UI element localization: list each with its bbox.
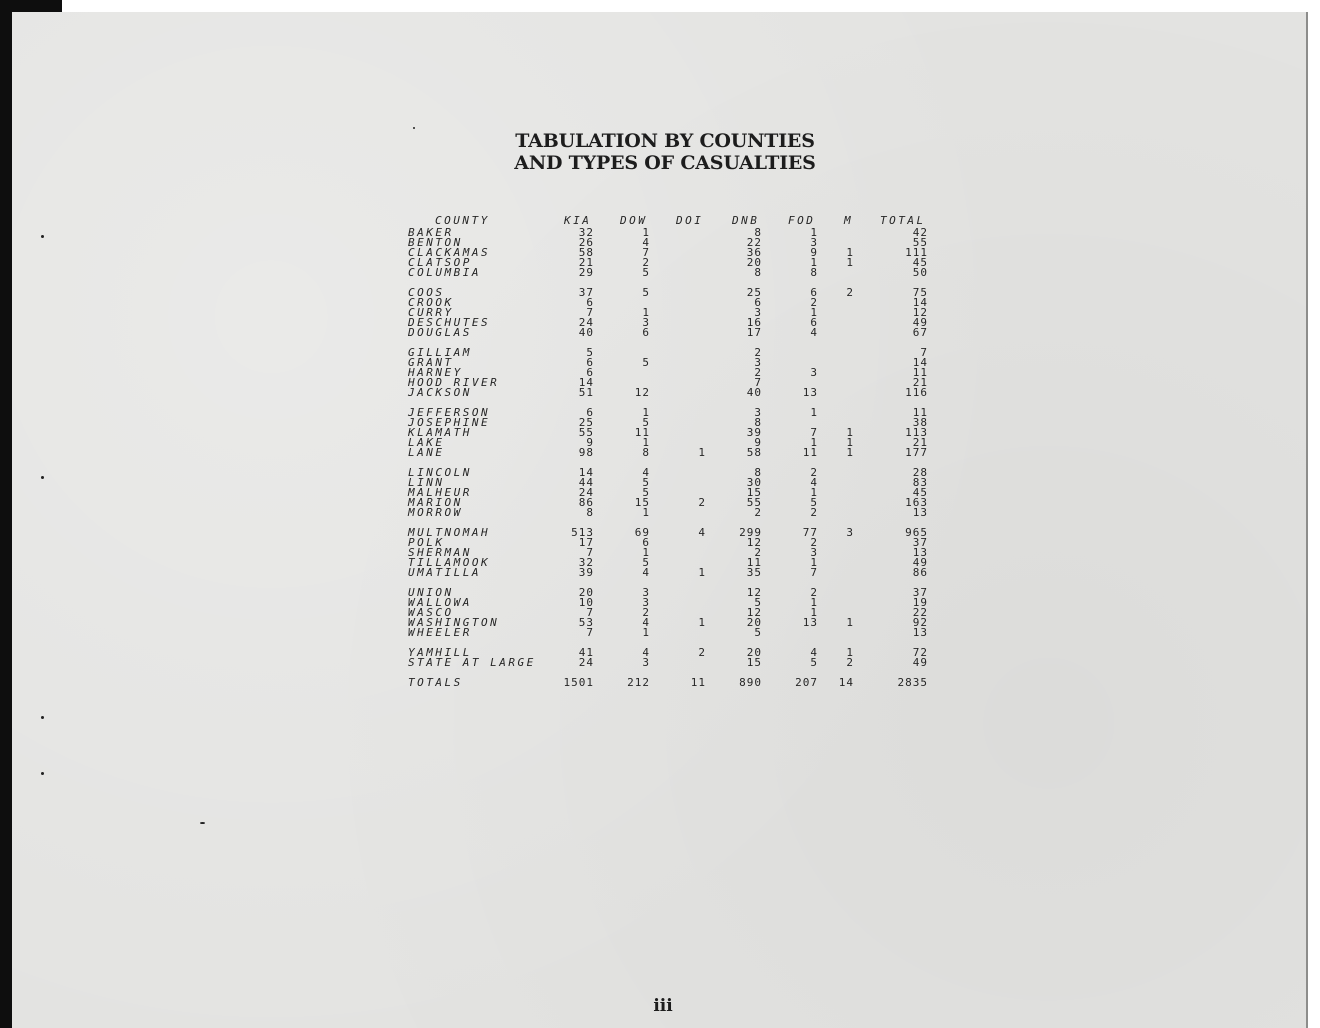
cell-dnb: 16 <box>746 316 762 329</box>
cell-total: 14 <box>912 356 928 369</box>
cell-dnb: 9 <box>754 436 762 449</box>
cell-total: 19 <box>912 596 928 609</box>
cell-total: 38 <box>912 416 928 429</box>
cell-total: 177 <box>905 446 928 459</box>
title-line-1: TABULATION BY COUNTIES <box>515 130 815 152</box>
cell-dow: 3 <box>642 586 650 599</box>
county-name: DESCHUTES <box>408 316 491 329</box>
cell-fod: 2 <box>810 296 818 309</box>
cell-fod: 2 <box>810 466 818 479</box>
cell-dnb: 55 <box>746 496 762 509</box>
cell-dow: 1 <box>642 406 650 419</box>
cell-m: 1 <box>846 426 854 439</box>
group-spacer <box>404 638 944 648</box>
county-name: HOOD RIVER <box>408 376 500 389</box>
cell-dnb: 20 <box>746 616 762 629</box>
cell-dnb: 15 <box>746 656 762 669</box>
table-row <box>404 268 944 278</box>
table-row <box>404 618 944 628</box>
cell-m: 2 <box>846 656 854 669</box>
scan-speck <box>413 127 415 129</box>
cell-kia: 7 <box>586 306 594 319</box>
county-name: MARION <box>408 496 463 509</box>
cell-dnb: 15 <box>746 486 762 499</box>
county-name: LINN <box>408 476 445 489</box>
cell-fod: 3 <box>810 546 818 559</box>
cell-total: 50 <box>912 266 928 279</box>
cell-total: 37 <box>912 586 928 599</box>
cell-kia: 55 <box>578 426 594 439</box>
cell-total: 75 <box>912 286 928 299</box>
scan-speck <box>41 772 44 775</box>
cell-total: 13 <box>912 546 928 559</box>
county-name: COLUMBIA <box>408 266 481 279</box>
cell-dnb: 6 <box>754 296 762 309</box>
cell-dow: 12 <box>634 386 650 399</box>
title-line-2: AND TYPES OF CASUALTIES <box>514 152 816 174</box>
header-dow: DOW <box>620 214 648 227</box>
cell-kia: 513 <box>571 526 594 539</box>
table-row <box>404 418 944 428</box>
table-row <box>404 288 944 298</box>
totals-dow: 212 <box>627 676 650 689</box>
cell-kia: 41 <box>578 646 594 659</box>
cell-total: 7 <box>920 346 928 359</box>
table-row <box>404 428 944 438</box>
county-name: YAMHILL <box>408 646 472 659</box>
cell-fod: 1 <box>810 226 818 239</box>
cell-dnb: 2 <box>754 366 762 379</box>
cell-kia: 6 <box>586 356 594 369</box>
cell-fod: 5 <box>810 656 818 669</box>
table-row <box>404 508 944 518</box>
totals-doi: 11 <box>690 676 706 689</box>
table-row <box>404 588 944 598</box>
cell-fod: 9 <box>810 246 818 259</box>
cell-fod: 1 <box>810 306 818 319</box>
cell-kia: 5 <box>586 346 594 359</box>
cell-total: 49 <box>912 556 928 569</box>
cell-kia: 6 <box>586 366 594 379</box>
table-row <box>404 478 944 488</box>
county-name: WASCO <box>408 606 454 619</box>
cell-dow: 6 <box>642 326 650 339</box>
header-fod: FOD <box>788 214 816 227</box>
cell-kia: 20 <box>578 586 594 599</box>
cell-dnb: 12 <box>746 606 762 619</box>
cell-kia: 37 <box>578 286 594 299</box>
header-doi: DOI <box>676 214 704 227</box>
cell-dnb: 39 <box>746 426 762 439</box>
cell-doi: 1 <box>698 616 706 629</box>
document-title <box>420 130 910 174</box>
cell-fod: 1 <box>810 486 818 499</box>
cell-m: 1 <box>846 646 854 659</box>
cell-fod: 8 <box>810 266 818 279</box>
table-row <box>404 318 944 328</box>
cell-total: 72 <box>912 646 928 659</box>
cell-fod: 13 <box>802 386 818 399</box>
cell-total: 49 <box>912 656 928 669</box>
county-name: MORROW <box>408 506 463 519</box>
cell-dow: 2 <box>642 606 650 619</box>
table-row <box>404 498 944 508</box>
table-row <box>404 628 944 638</box>
county-name: MALHEUR <box>408 486 472 499</box>
scan-speck <box>41 235 44 238</box>
cell-dnb: 2 <box>754 506 762 519</box>
county-name: CURRY <box>408 306 454 319</box>
cell-kia: 39 <box>578 566 594 579</box>
totals-dnb: 890 <box>739 676 762 689</box>
header-m: M <box>844 214 854 227</box>
cell-dnb: 3 <box>754 406 762 419</box>
cell-fod: 1 <box>810 256 818 269</box>
header-dnb: DNB <box>732 214 760 227</box>
cell-dow: 6 <box>642 536 650 549</box>
cell-m: 1 <box>846 256 854 269</box>
cell-fod: 4 <box>810 646 818 659</box>
cell-dnb: 22 <box>746 236 762 249</box>
table-row <box>404 558 944 568</box>
totals-row <box>404 678 944 688</box>
table-row <box>404 348 944 358</box>
table-row <box>404 228 944 238</box>
cell-total: 28 <box>912 466 928 479</box>
cell-dow: 1 <box>642 306 650 319</box>
cell-total: 22 <box>912 606 928 619</box>
county-name: GRANT <box>408 356 454 369</box>
cell-fod: 1 <box>810 606 818 619</box>
group-spacer <box>404 578 944 588</box>
cell-total: 11 <box>912 406 928 419</box>
county-name: TILLAMOOK <box>408 556 491 569</box>
county-name: BENTON <box>408 236 463 249</box>
cell-total: 113 <box>905 426 928 439</box>
cell-kia: 98 <box>578 446 594 459</box>
county-name: CLATSOP <box>408 256 472 269</box>
cell-dnb: 5 <box>754 596 762 609</box>
cell-total: 12 <box>912 306 928 319</box>
cell-kia: 24 <box>578 486 594 499</box>
cell-kia: 10 <box>578 596 594 609</box>
cell-total: 45 <box>912 486 928 499</box>
county-name: POLK <box>408 536 445 549</box>
header-total: TOTAL <box>880 214 926 227</box>
cell-kia: 24 <box>578 656 594 669</box>
table-header-row <box>404 214 944 228</box>
cell-fod: 77 <box>802 526 818 539</box>
page-right-edge <box>1306 12 1308 1028</box>
cell-dnb: 58 <box>746 446 762 459</box>
cell-total: 21 <box>912 376 928 389</box>
totals-m: 14 <box>838 676 854 689</box>
cell-total: 14 <box>912 296 928 309</box>
cell-m: 1 <box>846 246 854 259</box>
cell-kia: 25 <box>578 416 594 429</box>
cell-dnb: 8 <box>754 416 762 429</box>
cell-total: 163 <box>905 496 928 509</box>
cell-kia: 14 <box>578 466 594 479</box>
cell-dow: 1 <box>642 436 650 449</box>
cell-dnb: 17 <box>746 326 762 339</box>
cell-total: 83 <box>912 476 928 489</box>
cell-dnb: 3 <box>754 306 762 319</box>
cell-dnb: 12 <box>746 536 762 549</box>
cell-dnb: 11 <box>746 556 762 569</box>
table-row <box>404 598 944 608</box>
cell-dow: 2 <box>642 256 650 269</box>
table-row <box>404 388 944 398</box>
cell-dow: 3 <box>642 316 650 329</box>
table-row <box>404 438 944 448</box>
cell-kia: 44 <box>578 476 594 489</box>
cell-dow: 1 <box>642 226 650 239</box>
county-name: WHEELER <box>408 626 472 639</box>
cell-dow: 5 <box>642 486 650 499</box>
cell-dow: 5 <box>642 416 650 429</box>
header-kia: KIA <box>564 214 592 227</box>
cell-dnb: 25 <box>746 286 762 299</box>
totals-fod: 207 <box>795 676 818 689</box>
cell-total: 55 <box>912 236 928 249</box>
cell-dow: 1 <box>642 506 650 519</box>
table-row <box>404 248 944 258</box>
county-name: UNION <box>408 586 454 599</box>
casualty-table <box>404 214 944 688</box>
cell-kia: 6 <box>586 406 594 419</box>
table-row <box>404 658 944 668</box>
cell-kia: 6 <box>586 296 594 309</box>
cell-fod: 13 <box>802 616 818 629</box>
scan-speck <box>41 716 44 719</box>
county-name: STATE AT LARGE <box>408 656 536 669</box>
cell-kia: 32 <box>578 556 594 569</box>
cell-doi: 4 <box>698 526 706 539</box>
cell-kia: 8 <box>586 506 594 519</box>
cell-fod: 4 <box>810 326 818 339</box>
cell-fod: 2 <box>810 586 818 599</box>
cell-total: 92 <box>912 616 928 629</box>
cell-dnb: 36 <box>746 246 762 259</box>
cell-dow: 4 <box>642 236 650 249</box>
cell-doi: 2 <box>698 496 706 509</box>
county-name: WASHINGTON <box>408 616 500 629</box>
cell-dnb: 35 <box>746 566 762 579</box>
cell-kia: 7 <box>586 606 594 619</box>
cell-kia: 26 <box>578 236 594 249</box>
cell-kia: 17 <box>578 536 594 549</box>
cell-dow: 3 <box>642 596 650 609</box>
cell-fod: 1 <box>810 556 818 569</box>
page-number: iii <box>653 996 673 1016</box>
cell-dnb: 20 <box>746 646 762 659</box>
cell-total: 111 <box>905 246 928 259</box>
totals-total: 2835 <box>897 676 928 689</box>
cell-kia: 21 <box>578 256 594 269</box>
cell-fod: 7 <box>810 566 818 579</box>
cell-kia: 9 <box>586 436 594 449</box>
county-name: CROOK <box>408 296 454 309</box>
cell-fod: 4 <box>810 476 818 489</box>
cell-dow: 1 <box>642 546 650 559</box>
cell-fod: 6 <box>810 316 818 329</box>
county-name: LAKE <box>408 436 445 449</box>
table-row <box>404 448 944 458</box>
group-spacer <box>404 458 944 468</box>
cell-dow: 5 <box>642 286 650 299</box>
county-name: BAKER <box>408 226 454 239</box>
cell-dnb: 2 <box>754 346 762 359</box>
cell-dnb: 40 <box>746 386 762 399</box>
cell-kia: 29 <box>578 266 594 279</box>
totals-label: TOTALS <box>408 676 463 689</box>
cell-total: 49 <box>912 316 928 329</box>
group-spacer <box>404 338 944 348</box>
cell-kia: 58 <box>578 246 594 259</box>
table-row <box>404 468 944 478</box>
cell-kia: 86 <box>578 496 594 509</box>
cell-dnb: 2 <box>754 546 762 559</box>
cell-fod: 6 <box>810 286 818 299</box>
cell-total: 13 <box>912 506 928 519</box>
county-name: LANE <box>408 446 445 459</box>
cell-total: 37 <box>912 536 928 549</box>
cell-dow: 69 <box>634 526 650 539</box>
cell-kia: 24 <box>578 316 594 329</box>
cell-dnb: 8 <box>754 226 762 239</box>
cell-fod: 3 <box>810 236 818 249</box>
cell-total: 13 <box>912 626 928 639</box>
cell-doi: 1 <box>698 446 706 459</box>
cell-dow: 7 <box>642 246 650 259</box>
county-name: SHERMAN <box>408 546 472 559</box>
cell-m: 1 <box>846 436 854 449</box>
county-name: KLAMATH <box>408 426 472 439</box>
cell-dow: 8 <box>642 446 650 459</box>
table-row <box>404 528 944 538</box>
cell-dow: 5 <box>642 476 650 489</box>
cell-dnb: 30 <box>746 476 762 489</box>
group-spacer <box>404 278 944 288</box>
county-name: GILLIAM <box>408 346 472 359</box>
county-name: COOS <box>408 286 445 299</box>
cell-dow: 4 <box>642 616 650 629</box>
table-row <box>404 378 944 388</box>
county-name: JOSEPHINE <box>408 416 491 429</box>
table-row <box>404 298 944 308</box>
cell-fod: 11 <box>802 446 818 459</box>
cell-total: 11 <box>912 366 928 379</box>
cell-dnb: 7 <box>754 376 762 389</box>
cell-kia: 7 <box>586 546 594 559</box>
county-name: MULTNOMAH <box>408 526 491 539</box>
table-row <box>404 538 944 548</box>
cell-fod: 7 <box>810 426 818 439</box>
county-name: WALLOWA <box>408 596 472 609</box>
cell-kia: 53 <box>578 616 594 629</box>
header-county: COUNTY <box>435 214 490 227</box>
county-name: HARNEY <box>408 366 463 379</box>
county-name: DOUGLAS <box>408 326 472 339</box>
cell-fod: 1 <box>810 596 818 609</box>
cell-total: 86 <box>912 566 928 579</box>
county-name: LINCOLN <box>408 466 472 479</box>
table-row <box>404 358 944 368</box>
table-row <box>404 258 944 268</box>
county-name: JEFFERSON <box>408 406 491 419</box>
cell-kia: 14 <box>578 376 594 389</box>
cell-fod: 5 <box>810 496 818 509</box>
cell-total: 45 <box>912 256 928 269</box>
cell-total: 965 <box>905 526 928 539</box>
cell-kia: 32 <box>578 226 594 239</box>
scan-speck <box>200 822 205 824</box>
county-name: JACKSON <box>408 386 472 399</box>
table-row <box>404 488 944 498</box>
county-name: CLACKAMAS <box>408 246 491 259</box>
cell-dow: 5 <box>642 356 650 369</box>
cell-kia: 40 <box>578 326 594 339</box>
cell-dow: 3 <box>642 656 650 669</box>
cell-fod: 1 <box>810 406 818 419</box>
cell-total: 116 <box>905 386 928 399</box>
cell-dnb: 299 <box>739 526 762 539</box>
cell-fod: 3 <box>810 366 818 379</box>
county-name: UMATILLA <box>408 566 481 579</box>
cell-total: 42 <box>912 226 928 239</box>
cell-doi: 1 <box>698 566 706 579</box>
cell-dow: 4 <box>642 646 650 659</box>
cell-dow: 5 <box>642 556 650 569</box>
cell-dnb: 20 <box>746 256 762 269</box>
cell-doi: 2 <box>698 646 706 659</box>
table-row <box>404 568 944 578</box>
cell-dnb: 3 <box>754 356 762 369</box>
totals-kia: 1501 <box>563 676 594 689</box>
cell-kia: 51 <box>578 386 594 399</box>
cell-fod: 2 <box>810 536 818 549</box>
cell-m: 3 <box>846 526 854 539</box>
cell-dow: 15 <box>634 496 650 509</box>
cell-total: 21 <box>912 436 928 449</box>
cell-fod: 2 <box>810 506 818 519</box>
cell-total: 67 <box>912 326 928 339</box>
cell-dnb: 8 <box>754 266 762 279</box>
scan-speck <box>41 476 44 479</box>
cell-m: 2 <box>846 286 854 299</box>
cell-dow: 5 <box>642 266 650 279</box>
cell-dow: 4 <box>642 566 650 579</box>
cell-m: 1 <box>846 446 854 459</box>
cell-fod: 1 <box>810 436 818 449</box>
cell-dnb: 5 <box>754 626 762 639</box>
cell-dnb: 12 <box>746 586 762 599</box>
cell-m: 1 <box>846 616 854 629</box>
cell-dow: 11 <box>634 426 650 439</box>
cell-dow: 1 <box>642 626 650 639</box>
table-row <box>404 328 944 338</box>
cell-dnb: 8 <box>754 466 762 479</box>
cell-kia: 7 <box>586 626 594 639</box>
cell-dow: 4 <box>642 466 650 479</box>
table-body <box>404 228 944 668</box>
